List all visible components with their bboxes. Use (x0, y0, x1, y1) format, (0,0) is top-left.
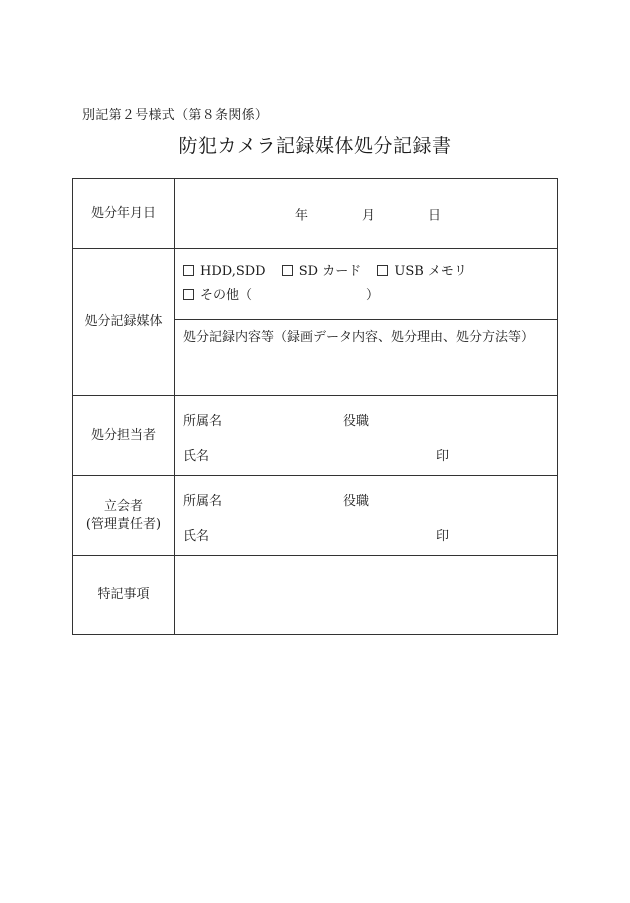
option-other-label: その他（ (200, 288, 253, 303)
media-details-cell[interactable] (175, 320, 558, 396)
disposal-date-label: 処分年月日 (73, 179, 175, 249)
handler-position-label: 役職 (343, 414, 370, 429)
checkbox-usb[interactable] (377, 265, 388, 276)
witness-seal-mark: 印 (436, 529, 450, 544)
disposal-record-table (72, 178, 558, 635)
option-hdd[interactable] (183, 264, 266, 279)
media-details-label: 処分記録内容等（録画データ内容、処分理由、処分方法等） (183, 330, 535, 345)
option-hdd-label: HDD,SDD (200, 264, 266, 279)
month-unit: 月 (362, 208, 376, 223)
option-sd-label: SD カード (298, 264, 362, 279)
disposal-date-row (73, 179, 558, 249)
media-options-line (183, 260, 557, 284)
media-other-line (183, 284, 557, 308)
witness-affiliation-label: 所属名 (183, 494, 223, 509)
media-options-cell (175, 249, 558, 320)
day-unit: 日 (428, 208, 442, 223)
checkbox-hdd[interactable] (183, 265, 194, 276)
handler-seal-mark: 印 (436, 449, 450, 464)
form-number-label: 別記第２号様式（第８条関係） (82, 108, 269, 123)
notes-field[interactable] (175, 556, 558, 635)
witness-label-line2: (管理責任者) (85, 516, 162, 532)
notes-row (73, 556, 558, 635)
media-label: 処分記録媒体 (73, 249, 175, 396)
witness-row (73, 476, 558, 556)
disposal-date-field[interactable] (175, 179, 558, 249)
handler-row (73, 396, 558, 476)
document-title: 防犯カメラ記録媒体処分記録書 (178, 135, 452, 157)
handler-name-label: 氏名 (183, 449, 210, 464)
witness-label-line1: 立会者 (103, 498, 143, 514)
option-usb-label: USB メモリ (394, 264, 467, 279)
handler-affiliation-label: 所属名 (183, 414, 223, 429)
witness-field[interactable] (175, 476, 558, 556)
witness-name-label: 氏名 (183, 529, 210, 544)
option-sd[interactable] (282, 264, 361, 279)
witness-label (73, 476, 175, 556)
handler-field[interactable] (175, 396, 558, 476)
year-unit: 年 (295, 208, 309, 223)
checkbox-sd[interactable] (282, 265, 293, 276)
checkbox-other[interactable] (183, 289, 194, 300)
handler-label: 処分担当者 (73, 396, 175, 476)
option-other-close: ） (366, 288, 380, 303)
media-options-row (73, 249, 558, 320)
option-usb[interactable] (377, 264, 467, 279)
witness-position-label: 役職 (343, 494, 370, 509)
notes-label: 特記事項 (73, 556, 175, 635)
